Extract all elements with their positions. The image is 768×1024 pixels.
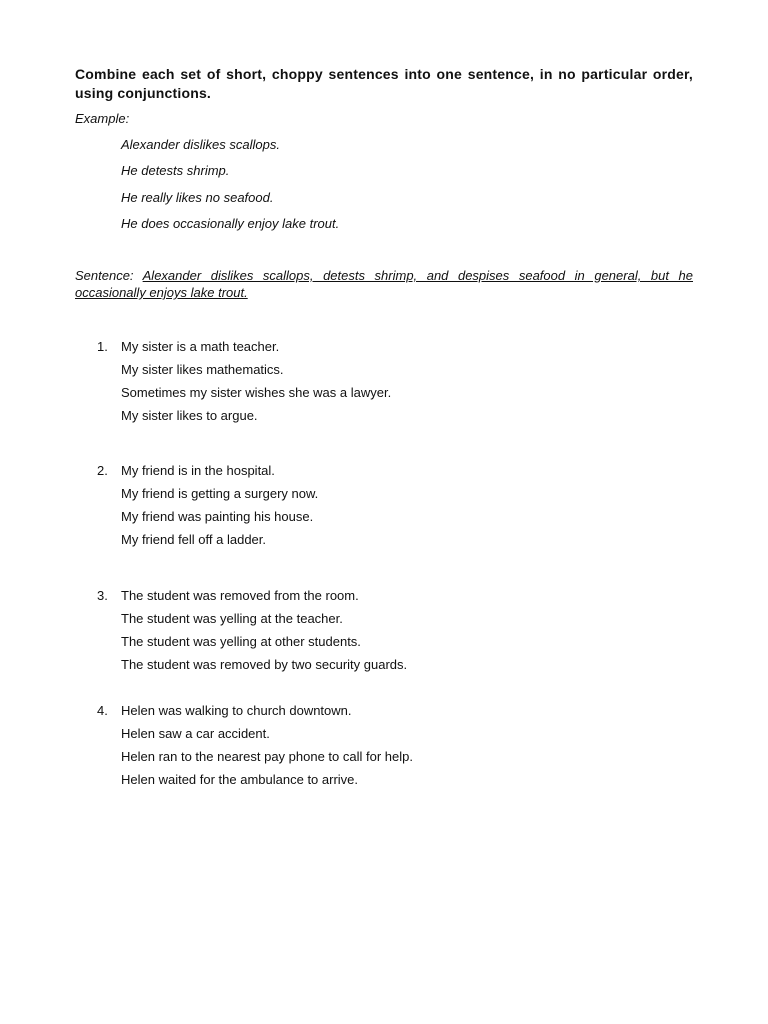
- exercise-sentence-list: [121, 338, 391, 430]
- exercise-sentence: My sister is a math teacher.: [121, 339, 280, 354]
- exercise-sentence: My sister likes mathematics.: [121, 362, 284, 378]
- exercise-sentence: The student was removed from the room.: [121, 588, 359, 603]
- exercise-sentence: Sometimes my sister wishes she was a lawyer.: [121, 385, 392, 401]
- exercise-sentence: Helen was walking to church downtown.: [121, 703, 352, 718]
- exercise-sentence: The student was yelling at the teacher.: [121, 611, 343, 627]
- exercise-sentence: My friend was painting his house.: [121, 509, 314, 525]
- example-sentence-list: [121, 136, 339, 242]
- exercise-sentence-list: [121, 702, 413, 794]
- exercise-sentence: The student was removed by two security guards.: [121, 657, 408, 673]
- instructions-heading: Combine each set of short, choppy sentences into one sentence, in no particular order, using conjunctions.: [75, 66, 693, 101]
- exercise-sentence: Helen ran to the nearest pay phone to call for help.: [121, 749, 413, 765]
- example-sentence: He detests shrimp.: [121, 163, 230, 179]
- exercise-sentence: My friend is getting a surgery now.: [121, 486, 319, 502]
- example-sentence: He does occasionally enjoy lake trout.: [121, 216, 340, 232]
- exercise-number: 3.: [97, 588, 108, 603]
- exercise-sentence: My friend fell off a ladder.: [121, 532, 267, 548]
- example-combined-sentence: [75, 267, 693, 301]
- exercise-sentence: The student was yelling at other students.: [121, 634, 361, 650]
- exercise-sentence: My friend is in the hospital.: [121, 463, 275, 478]
- sentence-label: Sentence:: [75, 268, 134, 283]
- sentence-answer: Alexander dislikes scallops, detests shrimp, and despises seafood in general, but he occasionally enjoys lake trout.: [75, 268, 693, 300]
- exercise-sentence: My sister likes to argue.: [121, 408, 258, 424]
- example-sentence: He really likes no seafood.: [121, 189, 274, 205]
- exercise-sentence: Helen saw a car accident.: [121, 726, 270, 742]
- exercise-number: 1.: [97, 339, 108, 354]
- example-label: Example:: [75, 111, 130, 126]
- exercise-sentence-list: [121, 462, 318, 554]
- exercise-sentence: Helen waited for the ambulance to arrive.: [121, 772, 359, 788]
- exercise-number: 2.: [97, 463, 108, 478]
- exercise-number: 4.: [97, 703, 108, 718]
- exercise-sentence-list: [121, 587, 407, 679]
- example-sentence: Alexander dislikes scallops.: [121, 137, 280, 152]
